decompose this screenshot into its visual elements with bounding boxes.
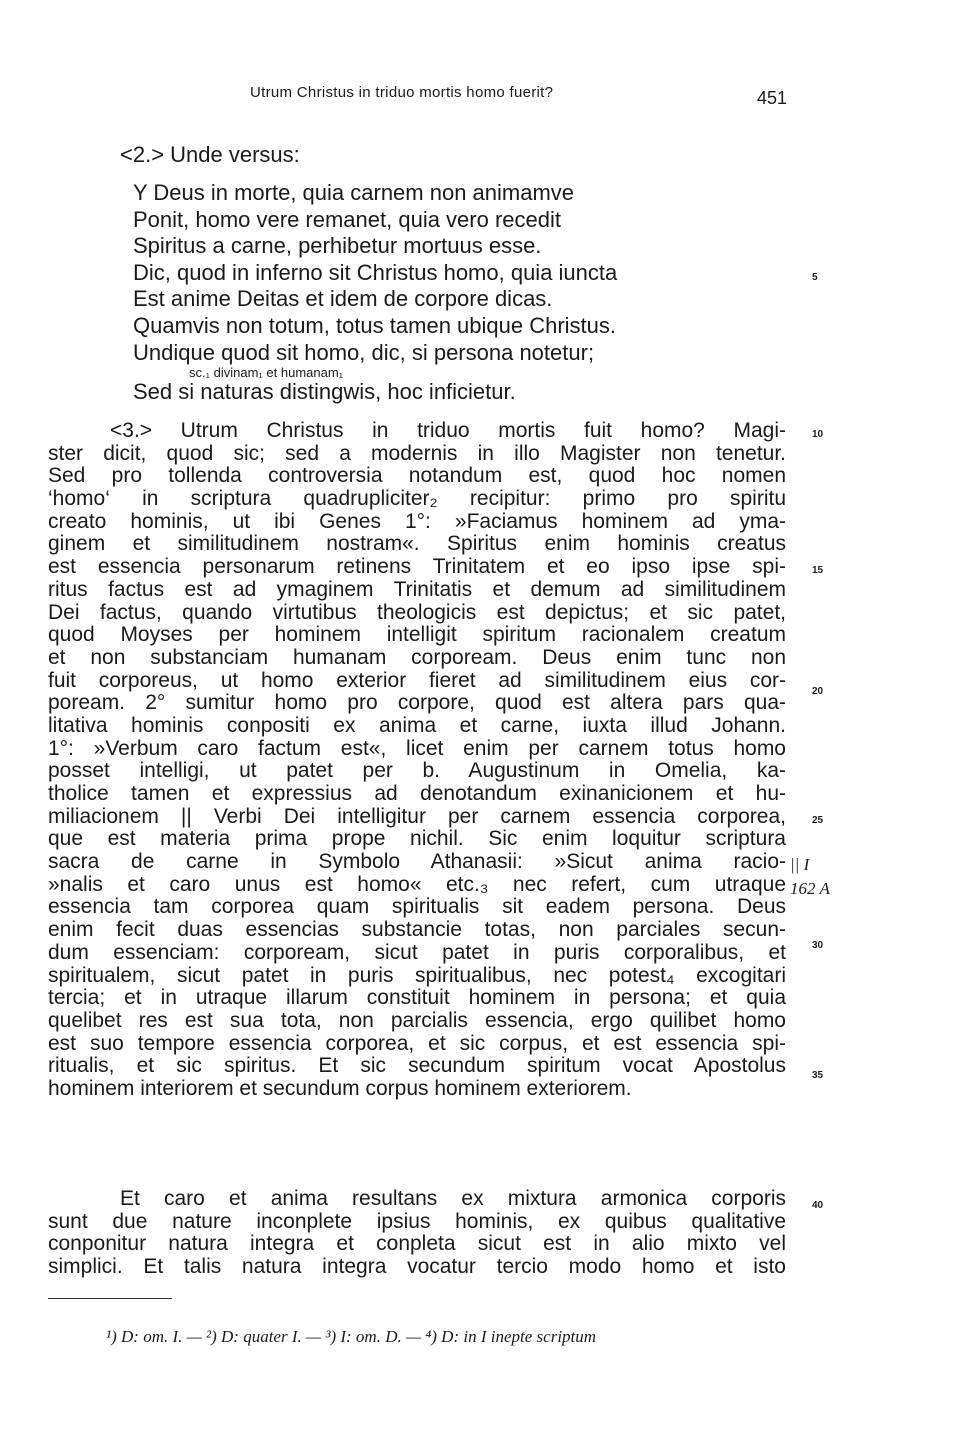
text-line: poream. 2° sumitur homo pro corpore, quod est altera pars qua- (48, 691, 786, 715)
verse-line: Est anime Deitas et idem de corpore dicas. (133, 286, 553, 312)
text-line: 1°: »Verbum caro factum est«, licet enim per carnem totus homo (48, 736, 786, 760)
text-line: Sed pro tollenda controversia notandum est, quod hoc nomen (48, 464, 786, 488)
line-number: 30 (812, 940, 824, 951)
text-line: ster dicit, quod sic; sed a modernis in illo Magister non tenetur. (48, 441, 786, 465)
text-line: ritualis, et sic spiritus. Et sic secundum spiritum vocat Apostolus (48, 1054, 786, 1078)
section-2-heading: <2.> Unde versus: (120, 142, 300, 167)
verse-line: Spiritus a carne, perhibetur mortuus esse. (133, 233, 542, 259)
running-head: Utrum Christus in triduo mortis homo fuerit? (250, 84, 554, 101)
text-line: que est materia prima prope nichil. Sic enim loquitur scriptura (48, 827, 786, 851)
text-line: quelibet res est sua tota, non parcialis essencia, ergo quilibet homo (48, 1008, 786, 1032)
text-line: essencia tam corporea quam spiritualis sit eadem persona. Deus (48, 895, 786, 919)
margin-note-line: || I (790, 855, 810, 874)
text-line: sacra de carne in Symbolo Athanasii: »Sicut anima racio- (48, 850, 786, 874)
text-line: dum essenciam: corpoream, sicut patet in puris corporalibus, et (48, 940, 786, 964)
margin-note-line: 162 A (790, 879, 830, 898)
verse-line: Quamvis non totum, totus tamen ubique Christus. (133, 312, 617, 338)
text-line: conponitur natura integra et conpleta sicut est in alio mixto vel (48, 1232, 786, 1256)
text-line: creato hominis, ut ibi Genes 1°: »Faciamus hominem ad yma- (48, 509, 786, 533)
text-line: ‘homo‘ in scriptura quadrupliciter₂ recipitur: primo pro spiritu (48, 487, 786, 511)
interlinear-gloss: sc.₁ divinam₁ et humanam₁ (189, 365, 344, 381)
text-line: Et caro et anima resultans ex mixtura armonica corporis (120, 1187, 786, 1210)
text-line: enim fecit duas essencias substancie totas, non parciales secun- (48, 918, 786, 942)
line-number: 35 (812, 1070, 824, 1081)
text-line: litativa hominis conpositi ex anima et carne, iuxta illud Johann. (48, 713, 786, 737)
page-number: 451 (757, 88, 788, 108)
verse-line: Sed si naturas distingwis, hoc inficietur. (133, 379, 516, 405)
text-line: est suo tempore essencia corporea, et sic corpus, et est essencia spi- (48, 1031, 786, 1055)
text-line: ginem et similitudinem nostram«. Spiritus enim hominis creatus (48, 532, 786, 556)
footnote-rule (48, 1298, 172, 1299)
text-line: sunt due nature inconplete ipsius hominis, ex quibus qualitative (48, 1209, 786, 1233)
verse-line: Y Deus in morte, quia carnem non animamve (133, 180, 575, 205)
line-number: 5 (812, 272, 818, 283)
text-line: posset intelligi, ut patet per b. Augustinum in Omelia, ka- (48, 759, 786, 783)
text-line: et non substanciam humanam corpoream. Deus enim tunc non (48, 645, 786, 669)
verse-line: Undique quod sit homo, dic, si persona notetur; (133, 339, 595, 365)
text-line: quod Moyses per hominem intelligit spiritum racionalem creatum (48, 623, 786, 647)
text-line: miliacionem || Verbi Dei intelligitur per carnem essencia corporea, (48, 804, 786, 828)
line-number: 25 (812, 815, 824, 826)
text-line: ritus factus est ad ymaginem Trinitatis et demum ad similitudinem (48, 577, 786, 601)
footnotes: ¹) D: om. I. — ²) D: quater I. — ³) I: om. D. — ⁴) D: in I inepte scriptum (106, 1327, 597, 1346)
verse-line: Dic, quod in inferno sit Christus homo, quia iuncta (133, 259, 618, 285)
line-number: 15 (812, 565, 824, 576)
line-number: 10 (812, 429, 824, 440)
text-line: tercia; et in utraque illarum constituit hominem in persona; et quia (48, 986, 786, 1010)
text-line: »nalis et caro unus est homo« etc.₃ nec refert, cum utraque (48, 872, 786, 896)
text-line: <3.> Utrum Christus in triduo mortis fuit homo? Magi- (110, 419, 786, 442)
text-line: spiritualem, sicut patet in puris spiritualibus, nec potest₄ excogitari (48, 963, 786, 987)
text-line: fuit corporeus, ut homo exterior fieret ad similitudinem eius cor- (48, 668, 786, 692)
verse-line: Ponit, homo vere remanet, quia vero recedit (133, 206, 562, 232)
text-line: est essencia personarum retinens Trinitatem et eo ipso ipse spi- (48, 555, 786, 579)
margin-folio-note (790, 853, 830, 901)
line-number: 20 (812, 686, 824, 697)
text-line: Dei factus, quando virtutibus theologicis est depictus; et sic patet, (48, 600, 786, 624)
line-number: 40 (812, 1200, 824, 1211)
text-line: hominem interiorem et secundum corpus hominem exteriorem. (48, 1076, 632, 1100)
text-line: simplici. Et talis natura integra vocatur tercio modo homo et isto (48, 1255, 786, 1279)
text-line: tholice tamen et expressius ad denotandum exinanicionem et hu- (48, 782, 786, 805)
